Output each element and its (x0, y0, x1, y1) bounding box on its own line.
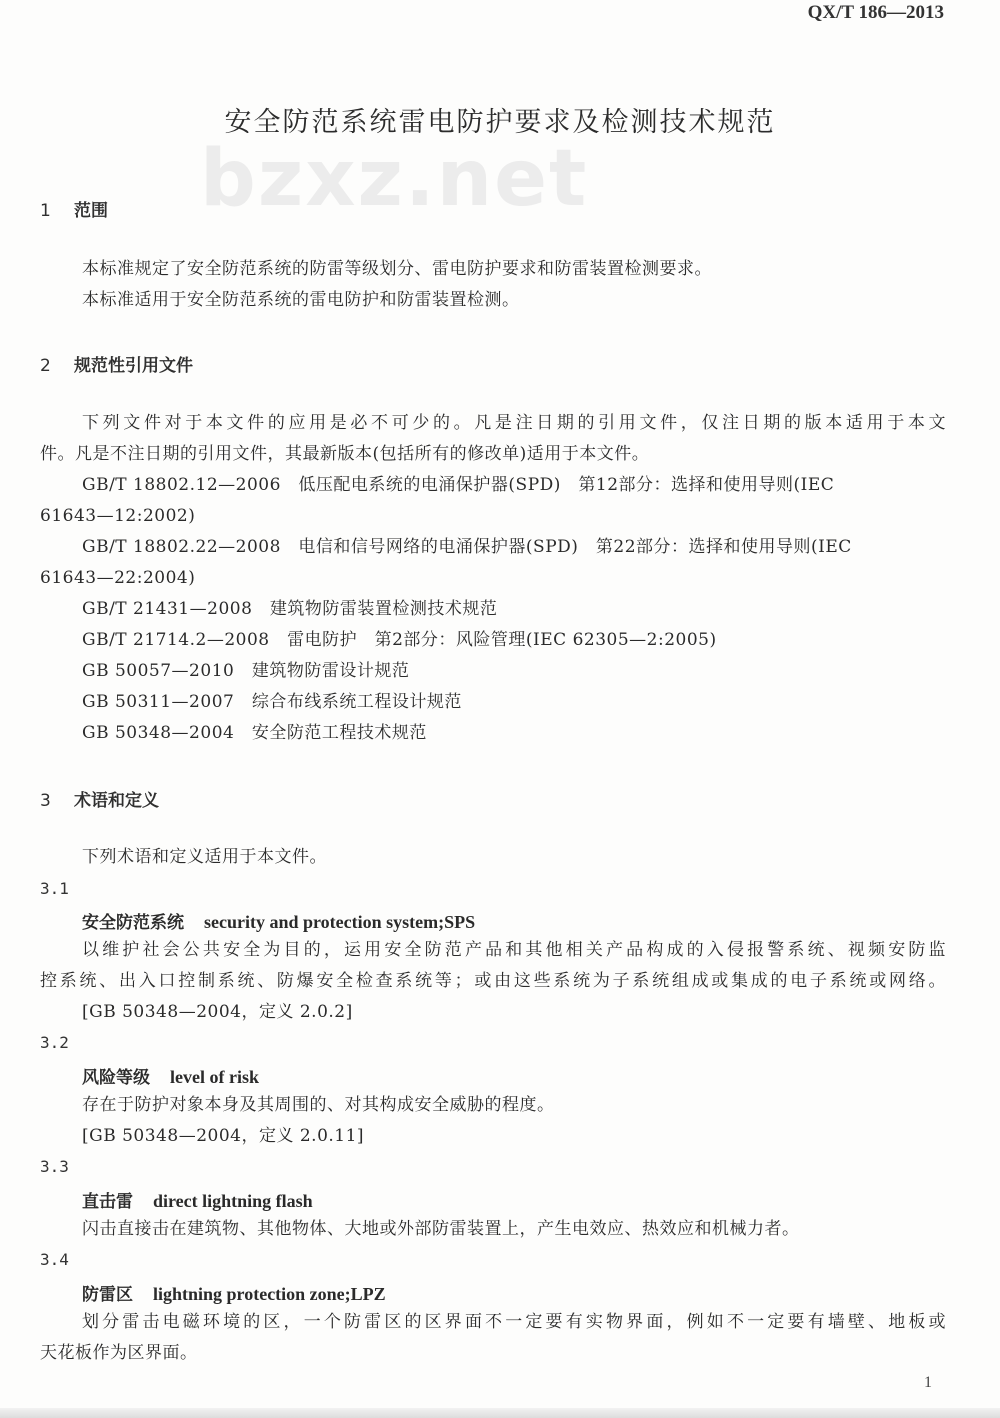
reference-code: GB 50311—2007 (82, 692, 235, 712)
term-english: direct lightning flash (153, 1191, 313, 1211)
term-source: [GB 50348—2004，定义 2.0.2] (82, 1002, 353, 1022)
term-definition: 以维护社会公共安全为目的，运用安全防范产品和其他相关产品构成的入侵报警系统、视频安防监 (82, 940, 946, 960)
reference-code: GB 50348—2004 (82, 723, 235, 743)
term-chinese: 安全防范系统 (82, 913, 184, 933)
term-english: level of risk (170, 1067, 259, 1087)
term-source: [GB 50348—2004，定义 2.0.11] (82, 1126, 365, 1146)
reference-continued: 61643—12:2002) (40, 506, 196, 526)
reference-title: 综合布线系统工程设计规范 (251, 692, 462, 712)
watermark: bzxz.net (200, 134, 589, 224)
section-heading-terms (40, 786, 159, 811)
reference-title: 雷电防护 第2部分：风险管理(IEC 62305—2:2005) (287, 630, 717, 650)
section-heading-scope (40, 196, 108, 221)
term-number: 3.2 (40, 1033, 69, 1052)
section-title: 术语和定义 (74, 791, 159, 811)
paragraph-continued: 件。凡是不注日期的引用文件，其最新版本(包括所有的修改单)适用于本文件。 (40, 444, 650, 464)
reference-title: 安全防范工程技术规范 (251, 723, 427, 743)
term-english: security and protection system;SPS (204, 912, 476, 932)
reference-code: GB/T 21714.2—2008 (82, 630, 270, 650)
reference-item (82, 474, 946, 496)
term-chinese: 防雷区 (82, 1285, 133, 1305)
reference-item (82, 536, 946, 558)
reference-item (82, 629, 946, 651)
section-title: 规范性引用文件 (74, 356, 193, 376)
standard-code: QX/T 186—2013 (807, 2, 944, 23)
reference-title: 建筑物防雷装置检测技术规范 (269, 599, 498, 619)
reference-code: GB 50057—2010 (82, 661, 235, 681)
term-heading (82, 908, 475, 933)
term-chinese: 直击雷 (82, 1192, 133, 1212)
term-english: lightning protection zone;LPZ (153, 1284, 386, 1304)
term-number: 3.3 (40, 1157, 69, 1176)
term-heading (82, 1280, 386, 1305)
term-heading (82, 1063, 259, 1088)
reference-code: GB/T 18802.22—2008 (82, 537, 281, 557)
section-heading-references (40, 351, 193, 376)
paragraph: 下列术语和定义适用于本文件。 (82, 847, 327, 867)
term-definition: 划分雷击电磁环境的区，一个防雷区的区界面不一定要有实物界面，例如不一定要有墙壁、地板或 (82, 1312, 946, 1332)
reference-item (82, 691, 946, 713)
reference-item (82, 598, 946, 620)
term-definition: 闪击直接击在建筑物、其他物体、大地或外部防雷装置上，产生电效应、热效应和机械力者。 (82, 1219, 800, 1239)
section-title: 范围 (74, 201, 108, 221)
term-heading (82, 1187, 313, 1212)
reference-title: 电信和信号网络的电涌保护器(SPD) 第22部分：选择和使用导则(IEC (298, 537, 852, 557)
page-edge-shadow (0, 1408, 1000, 1418)
page-number: 1 (924, 1374, 932, 1391)
term-number: 3.4 (40, 1250, 69, 1269)
paragraph: 下列文件对于本文件的应用是必不可少的。凡是注日期的引用文件，仅注日期的版本适用于本文 (82, 413, 946, 433)
section-number: 1 (40, 201, 51, 221)
section-number: 2 (40, 356, 51, 376)
reference-continued: 61643—22:2004) (40, 568, 196, 588)
section-number: 3 (40, 791, 51, 811)
term-definition: 存在于防护对象本身及其周围的、对其构成安全威胁的程度。 (82, 1095, 555, 1115)
term-number: 3.1 (40, 879, 69, 898)
paragraph: 本标准适用于安全防范系统的雷电防护和防雷装置检测。 (82, 290, 520, 310)
reference-code: GB/T 21431—2008 (82, 599, 253, 619)
term-definition-continued: 控系统、出入口控制系统、防爆安全检查系统等；或由这些系统为子系统组成或集成的电子系统或网络。 (40, 971, 946, 991)
paragraph: 本标准规定了安全防范系统的防雷等级划分、雷电防护要求和防雷装置检测要求。 (82, 259, 712, 279)
reference-title: 建筑物防雷设计规范 (251, 661, 410, 681)
page-title: 安全防范系统雷电防护要求及检测技术规范 (224, 107, 776, 138)
reference-item (82, 660, 946, 682)
reference-item (82, 722, 946, 744)
reference-code: GB/T 18802.12—2006 (82, 475, 281, 495)
reference-title: 低压配电系统的电涌保护器(SPD) 第12部分：选择和使用导则(IEC (298, 475, 835, 495)
term-definition-continued: 天花板作为区界面。 (40, 1343, 198, 1363)
term-chinese: 风险等级 (82, 1068, 150, 1088)
